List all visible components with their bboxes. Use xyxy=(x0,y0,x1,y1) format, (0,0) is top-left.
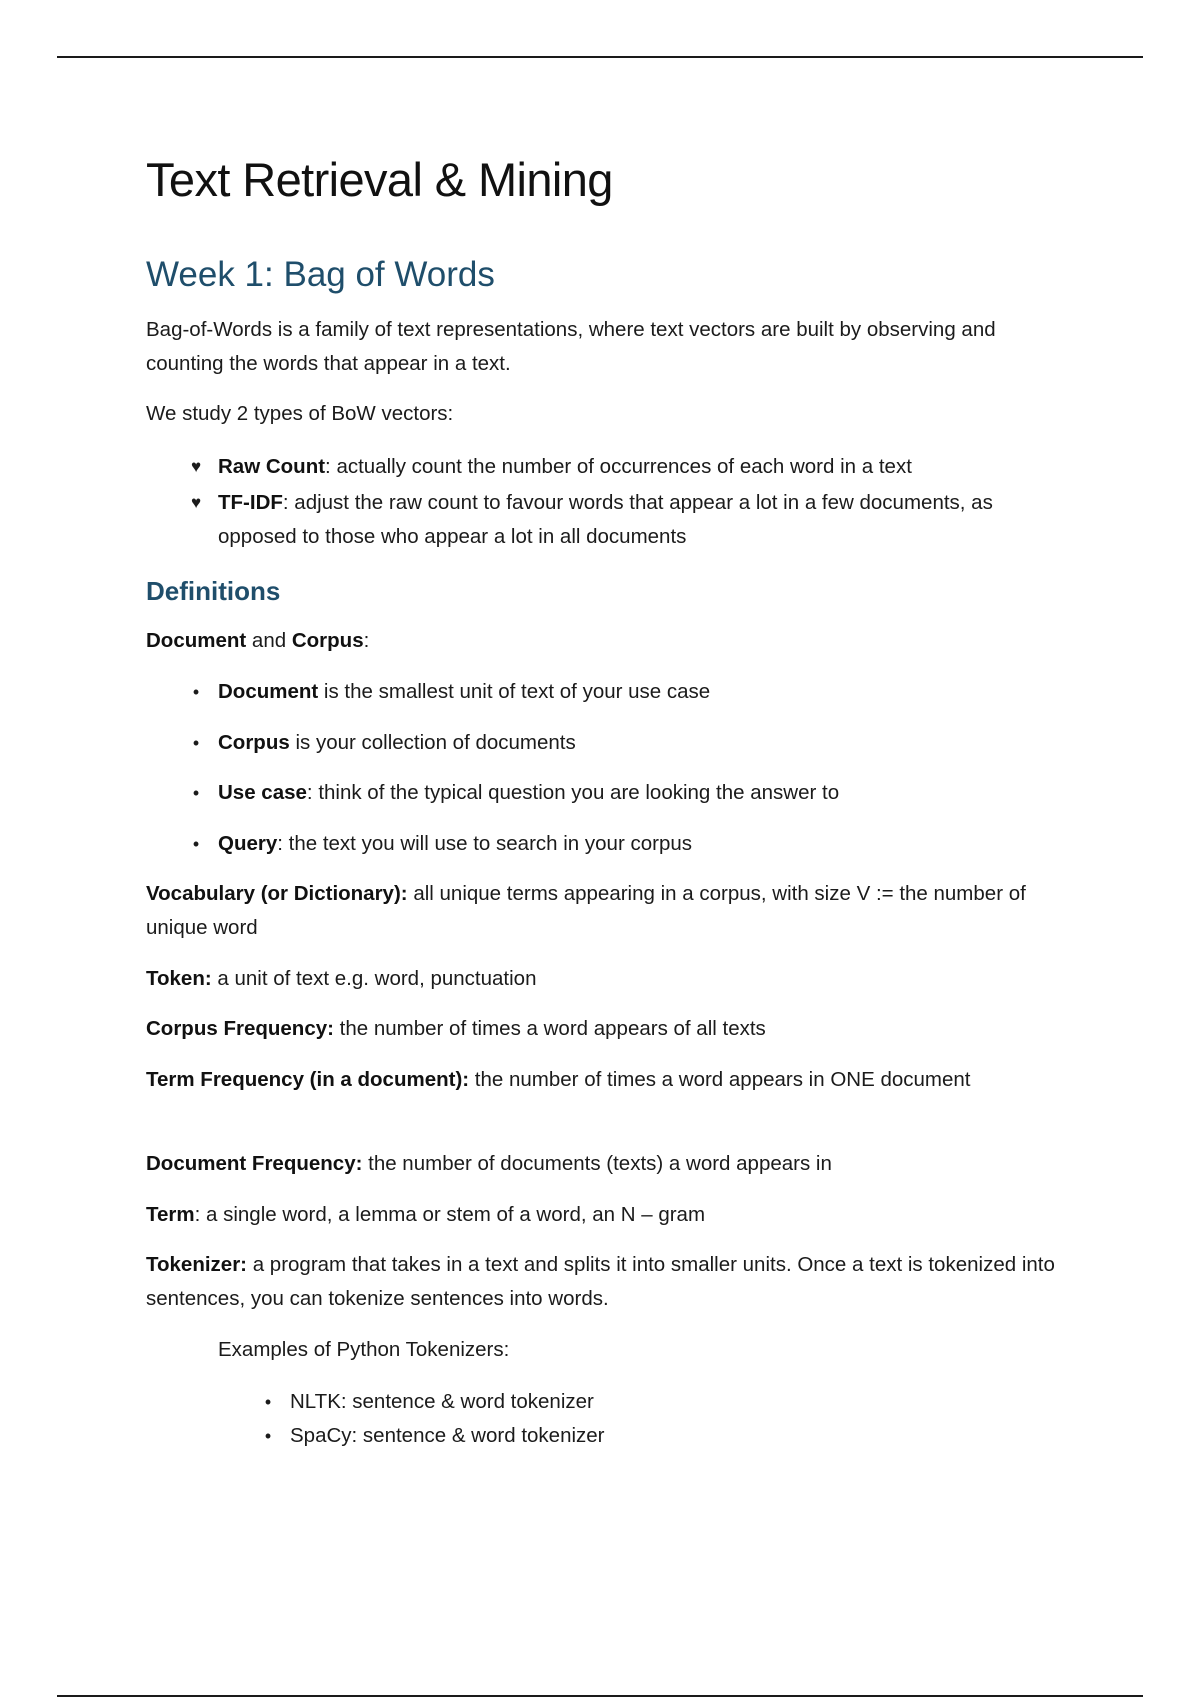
study-line: We study 2 types of BoW vectors: xyxy=(146,402,454,425)
dot-bullet-icon: • xyxy=(264,1426,272,1446)
definition-document: Document is the smallest unit of text of your use case xyxy=(218,680,711,703)
tokenizer-nltk: NLTK: sentence & word tokenizer xyxy=(290,1390,594,1413)
definition-use-case: Use case: think of the typical question you are looking the answer to xyxy=(218,781,840,804)
definition-corpus: Corpus is your collection of documents xyxy=(218,731,576,754)
tokenizers-intro: Examples of Python Tokenizers: xyxy=(218,1338,510,1361)
doc-corpus-line: Document and Corpus: xyxy=(146,629,370,652)
definition-token: Token: a unit of text e.g. word, punctuation xyxy=(146,967,537,990)
dot-bullet-icon: • xyxy=(192,834,200,854)
definition-corpus-frequency: Corpus Frequency: the number of times a word appears of all texts xyxy=(146,1017,766,1040)
dot-bullet-icon: • xyxy=(192,682,200,702)
tokenizer-spacy: SpaCy: sentence & word tokenizer xyxy=(290,1424,605,1447)
week-heading: Week 1: Bag of Words xyxy=(146,255,495,294)
definition-document-frequency: Document Frequency: the number of documents (texts) a word appears in xyxy=(146,1152,832,1175)
definition-term-frequency: Term Frequency (in a document): the number of times a word appears in ONE document xyxy=(146,1068,971,1091)
top-rule xyxy=(57,56,1143,58)
definition-tokenizer: Tokenizer: a program that takes in a text and splits it into smaller units. Once a text is tokenized into sentences, you can tokenize sentences into words. xyxy=(146,1253,1055,1310)
definition-query: Query: the text you will use to search in your corpus xyxy=(218,832,693,855)
definition-term: Term: a single word, a lemma or stem of a word, an N – gram xyxy=(146,1203,706,1226)
intro-paragraph: Bag-of-Words is a family of text representations, where text vectors are built by observing and counting the words that appear in a text. xyxy=(146,318,996,375)
dot-bullet-icon: • xyxy=(264,1392,272,1412)
definitions-heading: Definitions xyxy=(146,576,281,606)
bottom-rule xyxy=(57,1695,1143,1697)
bow-type-tf-idf: TF-IDF: adjust the raw count to favour words that appear a lot in a few documents, as opposed to those who appear a lot in all documents xyxy=(218,491,993,548)
bow-type-raw-count: Raw Count: actually count the number of occurrences of each word in a text xyxy=(218,455,912,478)
heart-bullet-icon: ♥ xyxy=(190,457,202,476)
heart-bullet-icon: ♥ xyxy=(190,493,202,512)
document-title: Text Retrieval & Mining xyxy=(146,153,613,206)
dot-bullet-icon: • xyxy=(192,783,200,803)
dot-bullet-icon: • xyxy=(192,733,200,753)
definition-vocabulary: Vocabulary (or Dictionary): all unique terms appearing in a corpus, with size V := the number of unique word xyxy=(146,882,1026,939)
